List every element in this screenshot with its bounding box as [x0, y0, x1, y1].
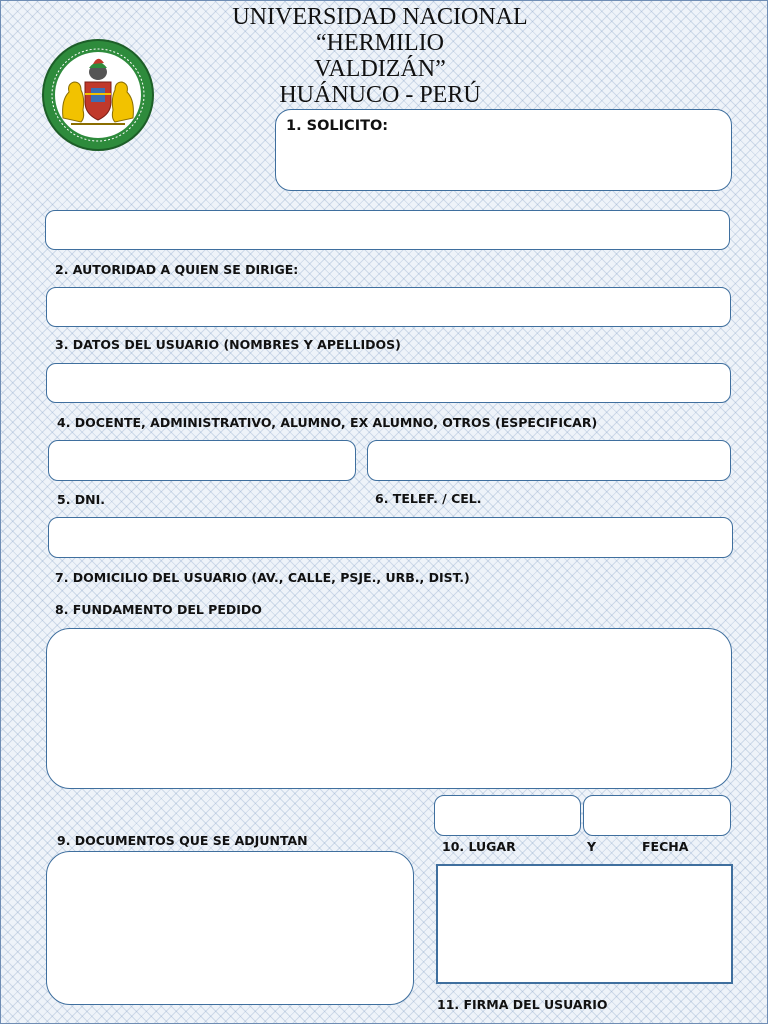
datos-usuario-label: 3. DATOS DEL USUARIO (NOMBRES Y APELLIDOS) — [55, 337, 401, 352]
telefono-label: 6. TELEF. / CEL. — [375, 491, 482, 506]
title-line-3: HUÁNUCO - PERÚ — [279, 82, 481, 108]
dni-field[interactable] — [48, 440, 356, 481]
fundamento-label: 8. FUNDAMENTO DEL PEDIDO — [55, 602, 262, 617]
fundamento-field[interactable] — [46, 628, 732, 789]
y-label: Y — [587, 839, 597, 854]
firma-field[interactable] — [436, 864, 733, 984]
domicilio-field[interactable] — [48, 517, 733, 558]
documentos-field[interactable] — [46, 851, 414, 1005]
solicito-field[interactable] — [275, 109, 732, 191]
page-title — [170, 4, 590, 108]
autoridad-field[interactable] — [45, 210, 730, 250]
fecha-label: FECHA — [642, 839, 689, 854]
domicilio-label: 7. DOMICILIO DEL USUARIO (AV., CALLE, PSJE., URB., DIST.) — [55, 570, 470, 585]
autoridad-label: 2. AUTORIDAD A QUIEN SE DIRIGE: — [55, 262, 299, 277]
documentos-label: 9. DOCUMENTOS QUE SE ADJUNTAN — [57, 833, 308, 848]
title-line-2: VALDIZÁN” — [314, 56, 446, 82]
solicito-label: 1. SOLICITO: — [286, 118, 389, 134]
tipo-usuario-field[interactable] — [46, 363, 731, 403]
fecha-field[interactable] — [583, 795, 731, 836]
university-seal-icon — [41, 38, 155, 152]
dni-label: 5. DNI. — [57, 492, 106, 507]
firma-label: 11. FIRMA DEL USUARIO — [437, 997, 608, 1012]
title-line-1: UNIVERSIDAD NACIONAL “HERMILIO — [232, 4, 528, 56]
tipo-usuario-label: 4. DOCENTE, ADMINISTRATIVO, ALUMNO, EX ALUMNO, OTROS (ESPECIFICAR) — [57, 415, 598, 430]
datos-usuario-field[interactable] — [46, 287, 731, 327]
lugar-label: 10. LUGAR — [442, 839, 516, 854]
lugar-field[interactable] — [434, 795, 581, 836]
telefono-field[interactable] — [367, 440, 731, 481]
